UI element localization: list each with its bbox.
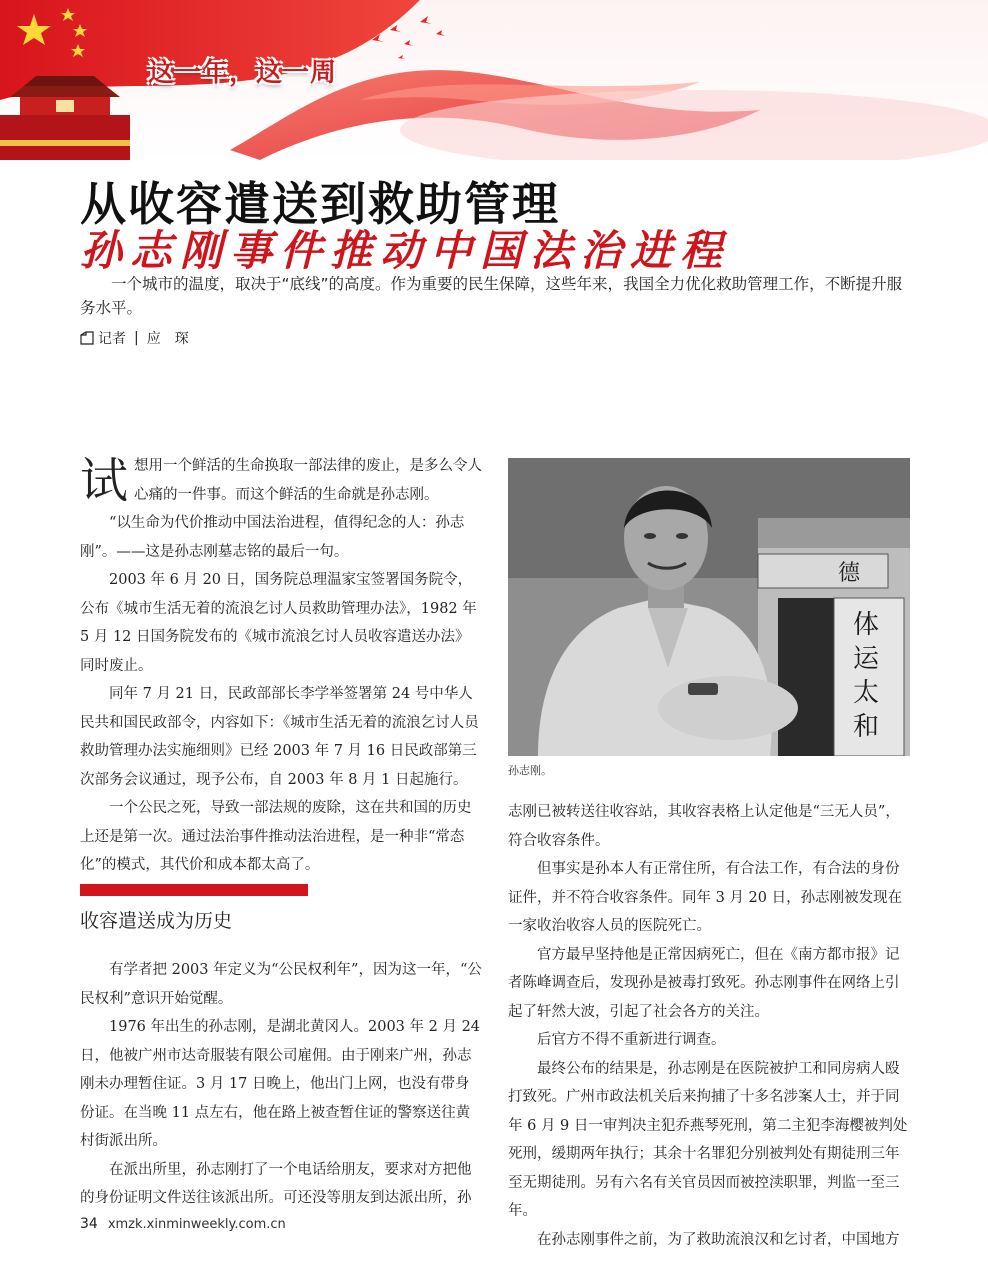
article-title: 从收容遣送到救助管理 bbox=[80, 177, 560, 231]
paragraph: 有学者把 2003 年定义为“公民权利年”，因为这一年，“公民权利”意识开始觉醒。 bbox=[80, 962, 482, 1007]
paragraph: 在派出所里，孙志刚打了一个电话给朋友，要求对方把他的身份证明文件送往该派出所。可还没等朋友到达派出所，孙 bbox=[80, 1161, 472, 1206]
section-bar bbox=[80, 884, 308, 896]
portrait-image bbox=[508, 458, 910, 756]
byline-name: 应 琛 bbox=[146, 331, 189, 347]
paragraph: 在孙志刚事件之前，为了救助流浪汉和乞讨者，中国地方 bbox=[537, 1231, 900, 1248]
paragraph: 一个公民之死，导致一部法规的废除，这在共和国的历史上还是第一次。通过法治事件推动法治进程，是一种非“常态化”的模式，其代价和成本都太高了。 bbox=[80, 800, 472, 873]
paragraph: 官方最早坚持他是正常因病死亡，但在《南方都市报》记者陈峰调查后，发现孙是被毒打致死。孙志刚事件在网络上引起了轩然大波，引起了社会各方的关注。 bbox=[508, 946, 900, 1020]
article-subtitle: 孙志刚事件推动中国法治进程 bbox=[80, 226, 731, 275]
paragraph: 试想用一个鲜活的生命换取一部法律的废止，是多么令人心痛的一件事。而这个鲜活的生命就是孙志刚。 bbox=[80, 453, 483, 509]
page-number: 34 bbox=[80, 1216, 98, 1232]
byline: 记者 | 应 琛 bbox=[80, 328, 189, 348]
article-lead: 一个城市的温度，取决于“底线”的高度。作为重要的民生保障，这些年来，我国全力优化救助管理工作，不断提升服务水平。 bbox=[80, 275, 903, 317]
pen-icon bbox=[80, 331, 94, 345]
section-title: 收容遣送成为历史 bbox=[80, 910, 233, 932]
sign-vertical-text: 体 运 太 和 bbox=[853, 610, 880, 742]
page-footer bbox=[80, 1216, 286, 1232]
sign-top-text: 德 bbox=[838, 561, 861, 586]
footer-url: xmzk.xinminweekly.com.cn bbox=[107, 1217, 286, 1232]
header-banner bbox=[0, 0, 988, 160]
section-column bbox=[80, 956, 482, 1213]
right-column bbox=[508, 798, 912, 1254]
column-title: 这一年，这一周 bbox=[148, 58, 338, 88]
left-column bbox=[80, 452, 482, 880]
byline-label: 记者 bbox=[98, 331, 126, 347]
paragraph: 但事实是孙本人有正常住所，有合法工作，有合法的身份证件，并不符合收容条件。同年 3 月 20 日，孙志刚被发现在一家收治收容人员的医院死亡。 bbox=[508, 861, 903, 934]
portrait-photo bbox=[508, 458, 910, 756]
paragraph: “以生命为代价推动中国法治进程，值得纪念的人：孙志刚”。——这是孙志刚墓志铭的最后一句。 bbox=[80, 515, 465, 560]
paragraph: 同年 7 月 21 日，民政部部长李学举签署第 24 号中华人民共和国民政部令，内容如下：《城市生活无着的流浪乞讨人员救助管理办法实施细则》已经 2003 年 7 月 16 日民政部第三次部务会议通过，现予公布，自 2003 年 8 月 1 日起施行。 bbox=[80, 686, 479, 788]
paragraph: 最终公布的结果是，孙志刚是在医院被护工和同房病人殴打致死。广州市政法机关后来拘捕了十多名涉案人士，并于同年 6 月 9 日一审判决主犯乔燕琴死刑，第二主犯李海樱被判处死刑，缓期两年执行；其余十名罪犯分别被判处有期徒刑三年至无期徒刑。另有六名有关官员因而被控渎职罪，判监一至三年。 bbox=[508, 1060, 908, 1219]
paragraph: 2003 年 6 月 20 日，国务院总理温家宝签署国务院令，公布《城市生活无着的流浪乞讨人员救助管理办法》，1982 年 5 月 12 日国务院发布的《城市流浪乞讨人员收容遣送办法》同时废止。 bbox=[80, 572, 477, 674]
paragraph: 志刚已被转送往收容站，其收容表格上认定他是“三无人员”，符合收容条件。 bbox=[508, 804, 900, 849]
paragraph: 后官方不得不重新进行调查。 bbox=[537, 1032, 726, 1048]
photo-caption: 孙志刚。 bbox=[508, 764, 552, 777]
drop-cap: 试 bbox=[80, 453, 129, 509]
paragraph: 1976 年出生的孙志刚，是湖北黄冈人。2003 年 2 月 24 日，他被广州市达奇服装有限公司雇佣。由于刚来广州，孙志刚未办理暂住证。3 月 17 日晚上，他出门上网，也没有带身份证。在当晚 11 点左右，他在路上被查暂住证的警察送往黄村街派出所。 bbox=[80, 1019, 481, 1149]
